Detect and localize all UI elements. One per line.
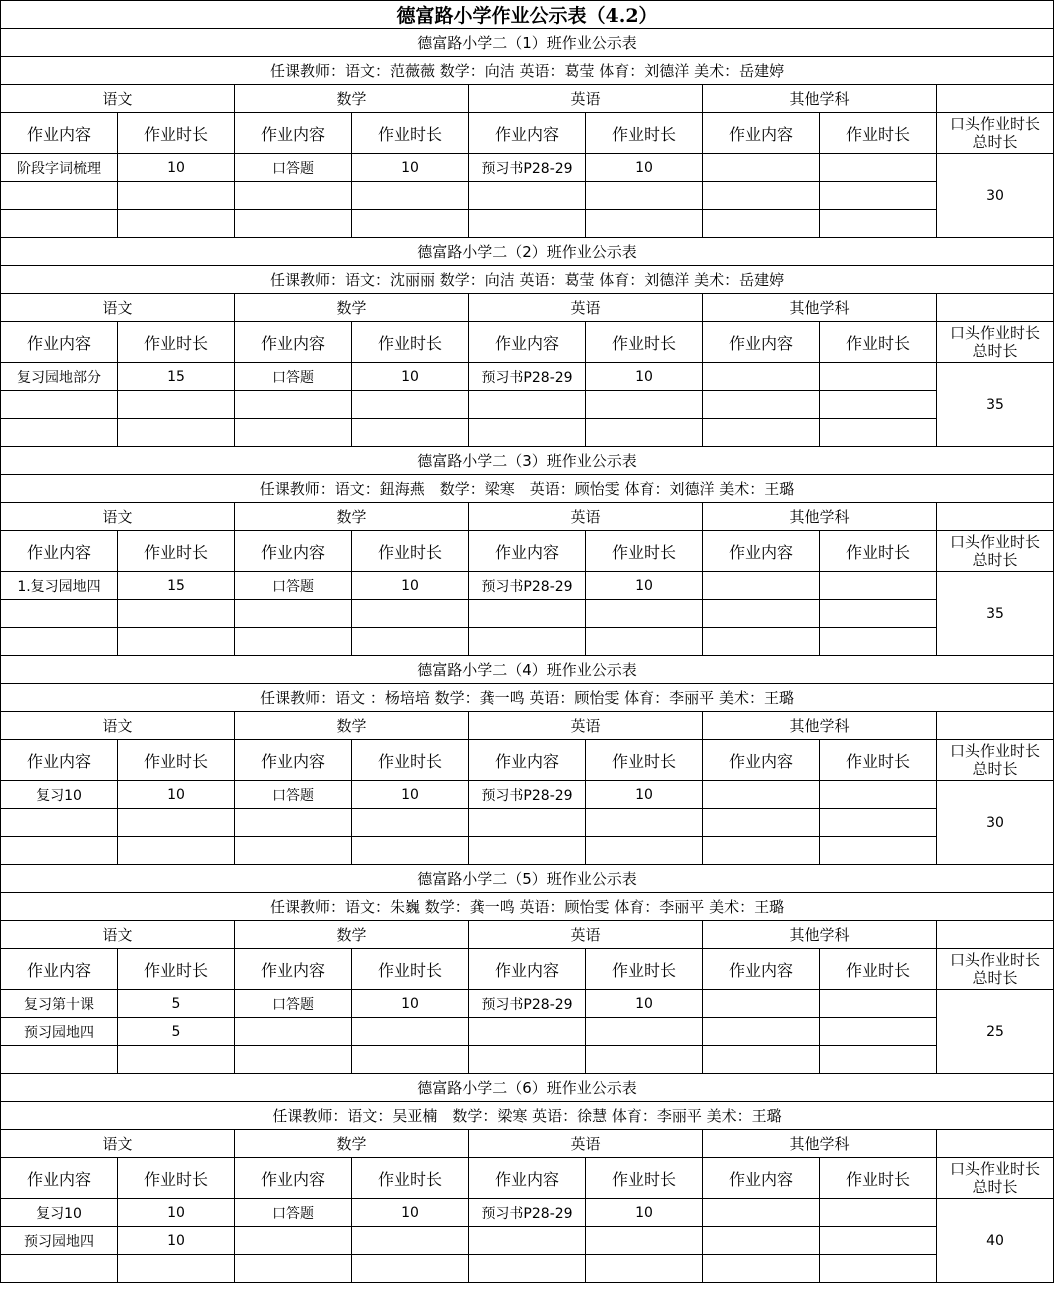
blank-cell — [937, 294, 1054, 322]
total-time-header-line2: 总时长 — [972, 133, 1018, 151]
class-title: 德富路小学二（5）班作业公示表 — [1, 865, 1054, 893]
total-time-header — [937, 740, 1054, 781]
subject-english-header: 英语 — [469, 1130, 703, 1158]
chinese-time-cell — [118, 419, 235, 447]
total-time-header-line2: 总时长 — [972, 551, 1018, 569]
english-time-cell: 10 — [586, 990, 703, 1018]
chinese-task-cell: 预习园地四 — [1, 1227, 118, 1255]
subject-other-header: 其他学科 — [703, 921, 937, 949]
duration-column-header: 作业时长 — [820, 531, 937, 572]
total-time-value: 35 — [937, 363, 1054, 447]
content-column-header: 作业内容 — [703, 1158, 820, 1199]
table-row — [1, 210, 1054, 238]
other-task-cell — [703, 572, 820, 600]
subject-chinese-header: 语文 — [1, 921, 235, 949]
chinese-time-cell — [118, 628, 235, 656]
math-task-cell — [235, 809, 352, 837]
total-time-header-line2: 总时长 — [972, 342, 1018, 360]
other-task-cell — [703, 600, 820, 628]
content-column-header: 作业内容 — [703, 531, 820, 572]
subject-other-header: 其他学科 — [703, 294, 937, 322]
other-time-cell — [820, 1255, 937, 1283]
english-time-cell: 10 — [586, 572, 703, 600]
teacher-list: 任课教师：语文：沈丽丽 数学：向洁 英语：葛莹 体育：刘德洋 美术：岳建婷 — [1, 266, 1054, 294]
math-task-cell — [235, 837, 352, 865]
blank-cell — [937, 1130, 1054, 1158]
english-task-cell — [469, 182, 586, 210]
class-title: 德富路小学二（2）班作业公示表 — [1, 238, 1054, 266]
english-task-cell — [469, 210, 586, 238]
other-time-cell — [820, 781, 937, 809]
subject-english-header: 英语 — [469, 85, 703, 113]
english-time-cell — [586, 1255, 703, 1283]
subject-math-header: 数学 — [235, 921, 469, 949]
english-time-cell: 10 — [586, 363, 703, 391]
duration-column-header: 作业时长 — [352, 949, 469, 990]
chinese-time-cell: 5 — [118, 990, 235, 1018]
math-time-cell: 10 — [352, 990, 469, 1018]
chinese-task-cell: 复习园地部分 — [1, 363, 118, 391]
total-time-value: 40 — [937, 1199, 1054, 1283]
other-time-cell — [820, 363, 937, 391]
math-time-cell — [352, 1046, 469, 1074]
teacher-list: 任课教师：语文：朱巍 数学：龚一鸣 英语：顾怡雯 体育：李丽平 美术：王璐 — [1, 893, 1054, 921]
other-task-cell — [703, 1018, 820, 1046]
chinese-task-cell: 复习第十课 — [1, 990, 118, 1018]
other-task-cell — [703, 210, 820, 238]
english-time-cell — [586, 837, 703, 865]
total-time-header-line1: 口头作业时长 — [950, 324, 1041, 342]
content-column-header: 作业内容 — [235, 113, 352, 154]
chinese-time-cell: 15 — [118, 363, 235, 391]
total-time-header-line1: 口头作业时长 — [950, 1160, 1041, 1178]
other-time-cell — [820, 837, 937, 865]
total-time-header — [937, 949, 1054, 990]
duration-column-header: 作业时长 — [820, 740, 937, 781]
english-task-cell — [469, 419, 586, 447]
subject-math-header: 数学 — [235, 712, 469, 740]
duration-column-header: 作业时长 — [586, 531, 703, 572]
total-time-header-line1: 口头作业时长 — [950, 742, 1041, 760]
blank-cell — [937, 85, 1054, 113]
total-time-header-line1: 口头作业时长 — [950, 951, 1041, 969]
duration-column-header: 作业时长 — [352, 531, 469, 572]
other-time-cell — [820, 1018, 937, 1046]
chinese-task-cell — [1, 182, 118, 210]
total-time-header-line1: 口头作业时长 — [950, 533, 1041, 551]
chinese-task-cell: 复习10 — [1, 1199, 118, 1227]
content-column-header: 作业内容 — [469, 322, 586, 363]
class-title: 德富路小学二（6）班作业公示表 — [1, 1074, 1054, 1102]
duration-column-header: 作业时长 — [118, 531, 235, 572]
chinese-time-cell: 5 — [118, 1018, 235, 1046]
subject-math-header: 数学 — [235, 294, 469, 322]
english-time-cell — [586, 419, 703, 447]
chinese-time-cell — [118, 182, 235, 210]
content-column-header: 作业内容 — [1, 322, 118, 363]
other-task-cell — [703, 182, 820, 210]
other-task-cell — [703, 419, 820, 447]
other-task-cell — [703, 628, 820, 656]
chinese-task-cell: 阶段字词梳理 — [1, 154, 118, 182]
other-task-cell — [703, 1199, 820, 1227]
subject-other-header: 其他学科 — [703, 503, 937, 531]
subject-english-header: 英语 — [469, 712, 703, 740]
other-task-cell — [703, 1227, 820, 1255]
other-time-cell — [820, 210, 937, 238]
math-task-cell — [235, 391, 352, 419]
math-task-cell — [235, 182, 352, 210]
total-time-header-line1: 口头作业时长 — [950, 115, 1041, 133]
english-task-cell: 预习书P28-29 — [469, 1199, 586, 1227]
chinese-time-cell — [118, 837, 235, 865]
table-row — [1, 363, 1054, 391]
math-time-cell — [352, 1018, 469, 1046]
duration-column-header: 作业时长 — [352, 113, 469, 154]
chinese-task-cell — [1, 1046, 118, 1074]
math-time-cell — [352, 1227, 469, 1255]
english-task-cell — [469, 391, 586, 419]
content-column-header: 作业内容 — [235, 1158, 352, 1199]
content-column-header: 作业内容 — [703, 113, 820, 154]
english-task-cell — [469, 1255, 586, 1283]
subject-math-header: 数学 — [235, 1130, 469, 1158]
english-time-cell: 10 — [586, 154, 703, 182]
content-column-header: 作业内容 — [703, 740, 820, 781]
math-task-cell — [235, 419, 352, 447]
english-time-cell — [586, 1227, 703, 1255]
subject-chinese-header: 语文 — [1, 85, 235, 113]
total-time-header — [937, 531, 1054, 572]
table-row — [1, 419, 1054, 447]
math-time-cell — [352, 182, 469, 210]
duration-column-header: 作业时长 — [352, 740, 469, 781]
chinese-task-cell — [1, 809, 118, 837]
content-column-header: 作业内容 — [1, 531, 118, 572]
chinese-task-cell — [1, 391, 118, 419]
chinese-task-cell — [1, 210, 118, 238]
content-column-header: 作业内容 — [469, 531, 586, 572]
duration-column-header: 作业时长 — [118, 113, 235, 154]
subject-chinese-header: 语文 — [1, 294, 235, 322]
chinese-time-cell — [118, 210, 235, 238]
total-time-value: 35 — [937, 572, 1054, 656]
subject-english-header: 英语 — [469, 921, 703, 949]
other-task-cell — [703, 837, 820, 865]
class-title: 德富路小学二（3）班作业公示表 — [1, 447, 1054, 475]
table-row — [1, 391, 1054, 419]
total-time-header — [937, 113, 1054, 154]
english-time-cell — [586, 210, 703, 238]
blank-cell — [937, 503, 1054, 531]
math-task-cell: 口答题 — [235, 572, 352, 600]
table-row — [1, 182, 1054, 210]
chinese-task-cell — [1, 600, 118, 628]
chinese-time-cell — [118, 600, 235, 628]
math-task-cell: 口答题 — [235, 990, 352, 1018]
english-time-cell — [586, 600, 703, 628]
english-task-cell: 预习书P28-29 — [469, 990, 586, 1018]
duration-column-header: 作业时长 — [820, 1158, 937, 1199]
table-row — [1, 809, 1054, 837]
content-column-header: 作业内容 — [703, 949, 820, 990]
content-column-header: 作业内容 — [1, 113, 118, 154]
math-task-cell — [235, 210, 352, 238]
blank-cell — [937, 921, 1054, 949]
content-column-header: 作业内容 — [469, 949, 586, 990]
table-row — [1, 1199, 1054, 1227]
teacher-list: 任课教师：语文：鈕海燕 数学：梁寒 英语：顾怡雯 体育：刘德洋 美术：王璐 — [1, 475, 1054, 503]
math-time-cell: 10 — [352, 572, 469, 600]
content-column-header: 作业内容 — [1, 949, 118, 990]
class-title: 德富路小学二（1）班作业公示表 — [1, 29, 1054, 57]
duration-column-header: 作业时长 — [118, 949, 235, 990]
table-row — [1, 628, 1054, 656]
subject-math-header: 数学 — [235, 503, 469, 531]
english-time-cell — [586, 1018, 703, 1046]
teacher-list: 任课教师：语文 ：杨培培 数学：龚一鸣 英语：顾怡雯 体育：李丽平 美术：王璐 — [1, 684, 1054, 712]
teacher-list: 任课教师：语文：吴亚楠 数学：梁寒 英语：徐慧 体育：李丽平 美术：王璐 — [1, 1102, 1054, 1130]
total-time-header — [937, 1158, 1054, 1199]
math-time-cell: 10 — [352, 1199, 469, 1227]
math-time-cell: 10 — [352, 363, 469, 391]
duration-column-header: 作业时长 — [118, 1158, 235, 1199]
table-row — [1, 1227, 1054, 1255]
subject-other-header: 其他学科 — [703, 85, 937, 113]
duration-column-header: 作业时长 — [118, 322, 235, 363]
teacher-list: 任课教师：语文：范薇薇 数学：向洁 英语：葛莹 体育：刘德洋 美术：岳建婷 — [1, 57, 1054, 85]
other-time-cell — [820, 990, 937, 1018]
english-time-cell — [586, 628, 703, 656]
total-time-value: 30 — [937, 154, 1054, 238]
math-time-cell: 10 — [352, 154, 469, 182]
duration-column-header: 作业时长 — [586, 949, 703, 990]
subject-english-header: 英语 — [469, 503, 703, 531]
math-task-cell: 口答题 — [235, 154, 352, 182]
chinese-task-cell: 预习园地四 — [1, 1018, 118, 1046]
duration-column-header: 作业时长 — [352, 1158, 469, 1199]
chinese-time-cell — [118, 809, 235, 837]
table-row — [1, 837, 1054, 865]
duration-column-header: 作业时长 — [586, 740, 703, 781]
table-row — [1, 781, 1054, 809]
other-task-cell — [703, 154, 820, 182]
class-title: 德富路小学二（4）班作业公示表 — [1, 656, 1054, 684]
table-row — [1, 1255, 1054, 1283]
other-time-cell — [820, 182, 937, 210]
math-task-cell — [235, 600, 352, 628]
math-time-cell — [352, 419, 469, 447]
table-row — [1, 154, 1054, 182]
other-task-cell — [703, 1255, 820, 1283]
duration-column-header: 作业时长 — [586, 113, 703, 154]
other-time-cell — [820, 809, 937, 837]
other-time-cell — [820, 419, 937, 447]
table-row — [1, 1046, 1054, 1074]
content-column-header: 作业内容 — [235, 322, 352, 363]
content-column-header: 作业内容 — [469, 113, 586, 154]
english-task-cell — [469, 809, 586, 837]
other-time-cell — [820, 628, 937, 656]
math-task-cell — [235, 628, 352, 656]
english-task-cell — [469, 628, 586, 656]
other-task-cell — [703, 391, 820, 419]
duration-column-header: 作业时长 — [586, 322, 703, 363]
chinese-time-cell: 15 — [118, 572, 235, 600]
math-time-cell — [352, 1255, 469, 1283]
chinese-time-cell: 10 — [118, 1227, 235, 1255]
chinese-time-cell — [118, 1255, 235, 1283]
chinese-time-cell: 10 — [118, 781, 235, 809]
english-time-cell — [586, 809, 703, 837]
math-time-cell — [352, 628, 469, 656]
english-task-cell — [469, 837, 586, 865]
content-column-header: 作业内容 — [703, 322, 820, 363]
math-time-cell — [352, 600, 469, 628]
content-column-header: 作业内容 — [1, 1158, 118, 1199]
content-column-header: 作业内容 — [235, 740, 352, 781]
duration-column-header: 作业时长 — [586, 1158, 703, 1199]
total-time-value: 30 — [937, 781, 1054, 865]
chinese-time-cell — [118, 391, 235, 419]
english-time-cell: 10 — [586, 781, 703, 809]
math-task-cell — [235, 1046, 352, 1074]
table-row — [1, 600, 1054, 628]
chinese-time-cell: 10 — [118, 154, 235, 182]
other-time-cell — [820, 154, 937, 182]
english-task-cell: 预习书P28-29 — [469, 572, 586, 600]
table-row — [1, 1018, 1054, 1046]
math-time-cell — [352, 391, 469, 419]
chinese-task-cell: 1.复习园地四 — [1, 572, 118, 600]
duration-column-header: 作业时长 — [820, 322, 937, 363]
chinese-task-cell — [1, 628, 118, 656]
total-time-header — [937, 322, 1054, 363]
subject-math-header: 数学 — [235, 85, 469, 113]
subject-other-header: 其他学科 — [703, 1130, 937, 1158]
content-column-header: 作业内容 — [1, 740, 118, 781]
subject-english-header: 英语 — [469, 294, 703, 322]
total-time-header-line2: 总时长 — [972, 1178, 1018, 1196]
other-time-cell — [820, 572, 937, 600]
content-column-header: 作业内容 — [235, 531, 352, 572]
chinese-task-cell — [1, 837, 118, 865]
other-task-cell — [703, 990, 820, 1018]
other-task-cell — [703, 363, 820, 391]
chinese-time-cell: 10 — [118, 1199, 235, 1227]
english-time-cell — [586, 1046, 703, 1074]
subject-chinese-header: 语文 — [1, 1130, 235, 1158]
total-time-header-line2: 总时长 — [972, 760, 1018, 778]
content-column-header: 作业内容 — [235, 949, 352, 990]
math-task-cell — [235, 1018, 352, 1046]
math-task-cell: 口答题 — [235, 781, 352, 809]
other-task-cell — [703, 1046, 820, 1074]
chinese-task-cell: 复习10 — [1, 781, 118, 809]
english-task-cell — [469, 1018, 586, 1046]
table-row — [1, 990, 1054, 1018]
chinese-time-cell — [118, 1046, 235, 1074]
total-time-value: 25 — [937, 990, 1054, 1074]
total-time-header-line2: 总时长 — [972, 969, 1018, 987]
content-column-header: 作业内容 — [469, 1158, 586, 1199]
subject-other-header: 其他学科 — [703, 712, 937, 740]
math-time-cell — [352, 210, 469, 238]
english-time-cell — [586, 391, 703, 419]
other-time-cell — [820, 1227, 937, 1255]
math-task-cell — [235, 1255, 352, 1283]
other-time-cell — [820, 1199, 937, 1227]
english-task-cell: 预习书P28-29 — [469, 363, 586, 391]
main-title: 德富路小学作业公示表（4.2） — [1, 1, 1054, 29]
other-task-cell — [703, 781, 820, 809]
english-task-cell — [469, 1046, 586, 1074]
other-time-cell — [820, 1046, 937, 1074]
subject-chinese-header: 语文 — [1, 503, 235, 531]
other-time-cell — [820, 600, 937, 628]
subject-chinese-header: 语文 — [1, 712, 235, 740]
duration-column-header: 作业时长 — [820, 113, 937, 154]
chinese-task-cell — [1, 1255, 118, 1283]
chinese-task-cell — [1, 419, 118, 447]
other-task-cell — [703, 809, 820, 837]
math-task-cell — [235, 1227, 352, 1255]
english-task-cell — [469, 600, 586, 628]
table-row — [1, 572, 1054, 600]
math-task-cell: 口答题 — [235, 363, 352, 391]
content-column-header: 作业内容 — [469, 740, 586, 781]
duration-column-header: 作业时长 — [118, 740, 235, 781]
math-time-cell — [352, 809, 469, 837]
math-time-cell: 10 — [352, 781, 469, 809]
math-time-cell — [352, 837, 469, 865]
math-task-cell: 口答题 — [235, 1199, 352, 1227]
blank-cell — [937, 712, 1054, 740]
english-task-cell: 预习书P28-29 — [469, 154, 586, 182]
english-task-cell: 预习书P28-29 — [469, 781, 586, 809]
english-time-cell: 10 — [586, 1199, 703, 1227]
english-time-cell — [586, 182, 703, 210]
other-time-cell — [820, 391, 937, 419]
duration-column-header: 作业时长 — [820, 949, 937, 990]
duration-column-header: 作业时长 — [352, 322, 469, 363]
english-task-cell — [469, 1227, 586, 1255]
